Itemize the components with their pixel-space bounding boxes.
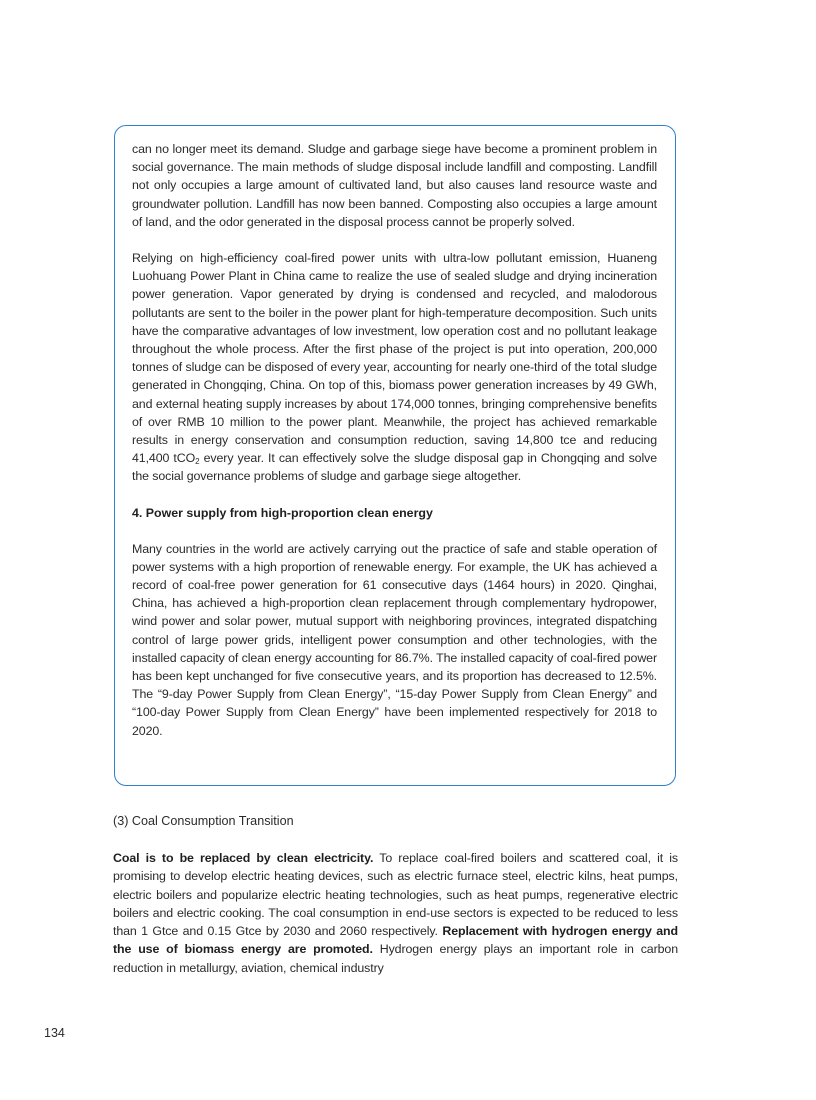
body-text-hydrogen: Hydrogen energy plays an important role in carbon reduction in metallurgy, aviation, chemical industry (113, 942, 679, 975)
bold-lead-clean-electricity: Coal is to be replaced by clean electricity. (113, 851, 374, 865)
bold-lead-hydrogen-biomass: Replacement with hydrogen energy and the use of biomass energy are promoted. (113, 924, 678, 957)
page-number: 134 (44, 1026, 65, 1040)
case-paragraph-luohuang-tail: every year. It can effectively solve the sludge disposal gap in Chongqing and solve the social governance problems of sludge and garbage siege altogether. (132, 451, 658, 484)
case-heading-clean-energy: 4. Power supply from high-proportion clean energy (132, 505, 433, 520)
section-title: (3) Coal Consumption Transition (113, 814, 294, 828)
co2-subscript: 2 (195, 457, 200, 467)
case-paragraph-sludge-problem: can no longer meet its demand. Sludge and garbage siege have become a prominent problem in social governance. The main methods of sludge disposal include landfill and composting. Landfill not only occupies a large amount of cultivated land, but also causes land resource waste and groundwater pollution. Landfill has now been banned. Composting also occupies a large amount of land, and the odor generated in the disposal process cannot be properly solved. (132, 142, 657, 229)
case-paragraph-clean-energy: Many countries in the world are actively carrying out the practice of safe and stable operation of power systems with a high proportion of renewable energy. For example, the UK has achieved a record of coal-free power generation for 61 consecutive days (1464 hours) in 2020. Qinghai, China, has achieved a high-proportion clean replacement through complementary hydropower, wind power and solar power, mutual support with neighboring provinces, integrated dispatching control of large power grids, intelligent power consumption and other technologies, with the installed capacity of clean energy accounting for 86.7%. The installed capacity of coal-fired power has been kept unchanged for five consecutive years, and its proportion has decreased to 12.5%. The “9-day Power Supply from Clean Energy”, “15-day Power Supply from Clean Energy” and “100-day Power Supply from Clean Energy” have been implemented respectively for 2018 to 2020. (132, 541, 657, 738)
case-paragraph-luohuang-plant (132, 249, 657, 486)
body-paragraph-coal-transition (113, 849, 678, 977)
case-study-box (114, 125, 676, 786)
case-paragraph-luohuang-main: Relying on high-efficiency coal-fired power units with ultra-low pollutant emission, Huaneng Luohuang Power Plant in China came to realize the use of sealed sludge and drying incineration power generation. Vapor generated by drying is condensed and recycled, and malodorous pollutants are sent to the boiler in the power plant for high-temperature decomposition. Such units have the comparative advantages of low investment, low operation cost and no pollutant leakage throughout the whole process. After the first phase of the project is put into operation, 200,000 tonnes of sludge can be disposed of every year, accounting for nearly one-third of the total sludge generated in Chongqing, China. On top of this, biomass power generation increases by 49 GWh, and external heating supply increases by about 174,000 tonnes, bringing comprehensive benefits of over RMB 10 million to the power plant. Meanwhile, the project has achieved remarkable results in energy conservation and consumption reduction, saving 14,800 tce and reducing 41,400 tCO (132, 251, 657, 466)
body-text-electric-heating: To replace coal-fired boilers and scattered coal, it is promising to develop electric heating devices, such as electric furnace steel, electric kilns, heat pumps, electric boilers and popularize electric heating technologies, such as heat pumps, regenerative electric boilers and electric cooking. The coal consumption in end-use sectors is expected to be reduced to less than 1 Gtce and 0.15 Gtce by 2030 and 2060 respectively. (113, 851, 678, 939)
